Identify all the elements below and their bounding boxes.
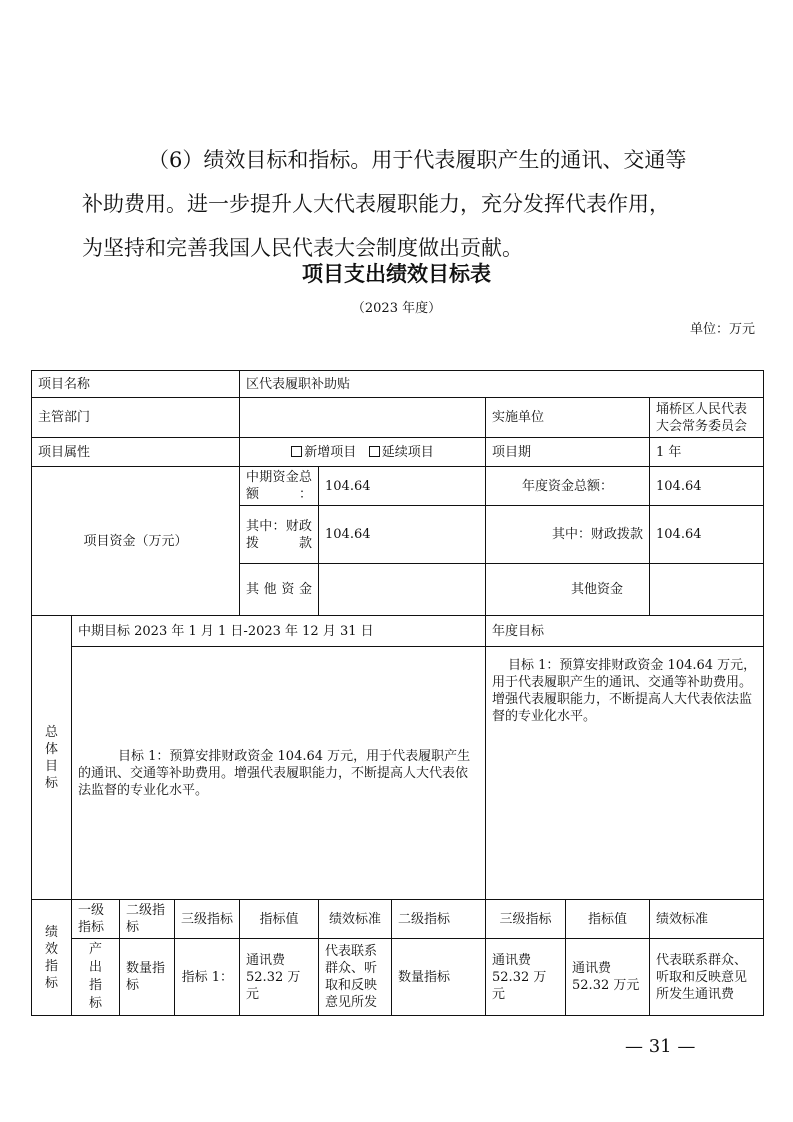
year-goal-text: 目标 1：预算安排财政资金 104.64 万元，用于代表履职产生的通讯、交通等补助费用。增强代表履职能力，不断提高人大代表依法监督的专业化水平。 bbox=[486, 647, 764, 900]
col-level2-b: 二级指标 bbox=[392, 900, 486, 939]
overall-goal-label: 总体目标 bbox=[32, 616, 72, 900]
mid-total-label: 中期资金总额： bbox=[240, 467, 319, 506]
dept-value bbox=[240, 398, 486, 438]
paragraph-line-3: 为坚持和完善我国人民代表大会制度做出贡献。 bbox=[82, 236, 523, 260]
col-standard: 绩效标准 bbox=[319, 900, 392, 939]
attr-new: 新增项目 bbox=[304, 444, 357, 460]
col-standard-b: 绩效标准 bbox=[650, 900, 764, 939]
performance-table bbox=[31, 370, 764, 1016]
checkbox-icon bbox=[369, 446, 380, 457]
mid-other-label: 其他资金 bbox=[240, 564, 319, 616]
unit-label: 单位：万元 bbox=[689, 322, 755, 337]
impl-label: 实施单位 bbox=[486, 398, 650, 438]
table-year: （2023 年度） bbox=[351, 301, 442, 316]
mid-goal-header: 中期目标 2023 年 1 月 1 日-2023 年 12 月 31 日 bbox=[72, 616, 486, 647]
attr-cont: 延续项目 bbox=[381, 444, 434, 460]
project-name-value: 区代表履职补助贴 bbox=[240, 371, 764, 398]
row1-level3-b: 通讯费 52.32 万元 bbox=[486, 939, 566, 1016]
mid-total-value: 104.64 bbox=[319, 467, 486, 506]
paragraph-line-1: （6）绩效目标和指标。用于代表履职产生的通讯、交通等 bbox=[148, 148, 687, 172]
period-label: 项目期 bbox=[486, 438, 650, 467]
row1-value-b: 通讯费 52.32 万元 bbox=[566, 939, 650, 1016]
mid-goal-text: 目标 1：预算安排财政资金 104.64 万元，用于代表履职产生的通讯、交通等补助费用。增强代表履职能力，不断提高人大代表依法监督的专业化水平。 bbox=[72, 647, 486, 900]
period-value: 1 年 bbox=[650, 438, 764, 467]
row1-level2: 数量指标 bbox=[120, 939, 175, 1016]
row1-level3: 指标 1： bbox=[175, 939, 240, 1016]
row1-standard: 代表联系群众、听取和反映意见所发 bbox=[319, 939, 392, 1016]
mid-fiscal-value: 104.64 bbox=[319, 506, 486, 564]
row1-value: 通讯费 52.32 万元 bbox=[240, 939, 319, 1016]
year-total-label: 年度资金总额： bbox=[486, 467, 650, 506]
impl-value: 埇桥区人民代表大会常务委员会 bbox=[650, 398, 764, 438]
table-title: 项目支出绩效目标表 bbox=[302, 262, 491, 286]
attr-options bbox=[240, 438, 486, 467]
page-number: — 31 — bbox=[625, 1036, 696, 1057]
attr-label: 项目属性 bbox=[32, 438, 240, 467]
year-other-label: 其他资金 bbox=[486, 564, 650, 616]
col-value-b: 指标值 bbox=[566, 900, 650, 939]
row1-level2-b: 数量指标 bbox=[392, 939, 486, 1016]
funds-label: 项目资金（万元） bbox=[32, 467, 240, 616]
dept-label: 主管部门 bbox=[32, 398, 240, 438]
year-goal-header: 年度目标 bbox=[486, 616, 764, 647]
mid-fiscal-label: 其中：财政拨款 bbox=[240, 506, 319, 564]
row1-level1: 产出指标 bbox=[72, 939, 120, 1016]
paragraph-line-2: 补助费用。进一步提升人大代表履职能力，充分发挥代表作用， bbox=[82, 192, 670, 216]
mid-other-value bbox=[319, 564, 486, 616]
row1-standard-b: 代表联系群众、听取和反映意见所发生通讯费 bbox=[650, 939, 764, 1016]
year-fiscal-label: 其中：财政拨款 bbox=[486, 506, 650, 564]
col-value: 指标值 bbox=[240, 900, 319, 939]
project-name-label: 项目名称 bbox=[32, 371, 240, 398]
col-level3-b: 三级指标 bbox=[486, 900, 566, 939]
col-level2: 二级指标 bbox=[120, 900, 175, 939]
col-level1: 一级指标 bbox=[72, 900, 120, 939]
year-total-value: 104.64 bbox=[650, 467, 764, 506]
year-fiscal-value: 104.64 bbox=[650, 506, 764, 564]
indicator-label: 绩效指标 bbox=[32, 900, 72, 1016]
col-level3: 三级指标 bbox=[175, 900, 240, 939]
checkbox-icon bbox=[291, 446, 302, 457]
year-other-value bbox=[650, 564, 764, 616]
